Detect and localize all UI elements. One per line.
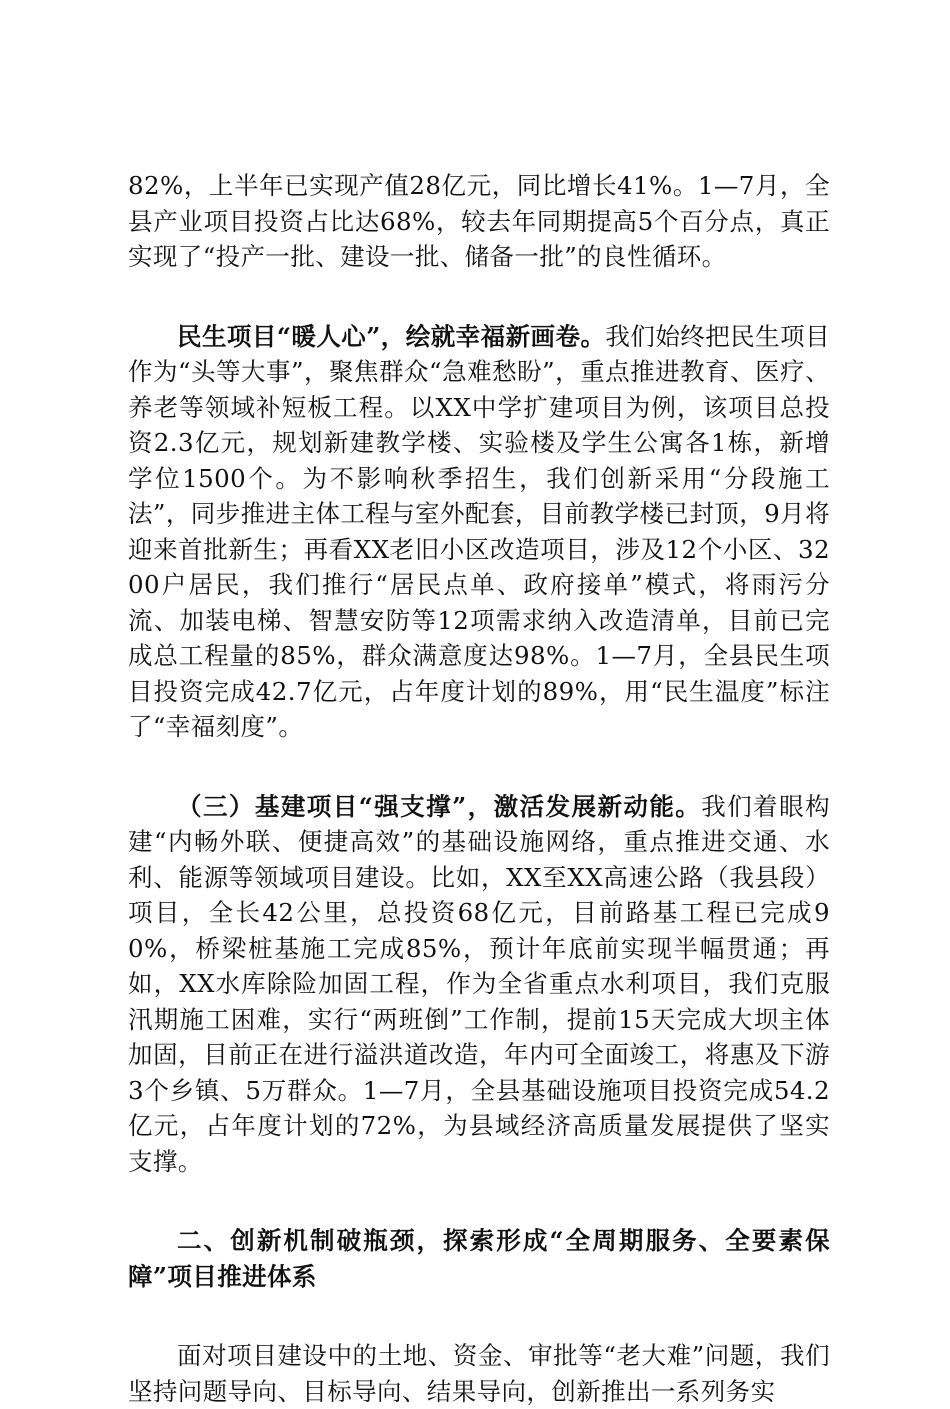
paragraph-infrastructure-projects <box>128 789 830 1180</box>
paragraph-lead-livelihood: 民生项目“暖人心”，绘就幸福新画卷。 <box>177 321 606 351</box>
paragraph-mechanism-intro: 面对项目建设中的土地、资金、审批等“老大难”问题，我们坚持问题导向、目标导向、结果导向，创新推出一系列务实 <box>128 1341 830 1406</box>
paragraph-livelihood-projects <box>128 319 830 745</box>
paragraph-body-infrastructure: 我们着眼构建“内畅外联、便捷高效”的基础设施网络，重点推进交通、水利、能源等领域项目建设。比如，XX至XX高速公路（我县段）项目，全长42公里，总投资68亿元，目前路基工程已完成90%，桥梁桩基施工完成85%，预计年底前实现半幅贯通；再如，XX水库除险加固工程，作为全省重点水利项目，我们克服汛期施工困难，实行“两班倒”工作制，提前15天完成大坝主体加固，目前正在进行溢洪道改造，年内可全面竣工，将惠及下游3个乡镇、5万群众。1—7月，全县基础设施项目投资完成54.2亿元，占年度计划的72%，为县域经济高质量发展提供了坚实支撑。 <box>128 791 830 1176</box>
paragraph-body-livelihood: 我们始终把民生项目作为“头等大事”，聚焦群众“急难愁盼”，重点推进教育、医疗、养老等领域补短板工程。以XX中学扩建项目为例，该项目总投资2.3亿元，规划新建教学楼、实验楼及学生公寓各1栋，新增学位1500个。为不影响秋季招生，我们创新采用“分段施工法”，同步推进主体工程与室外配套，目前教学楼已封顶，9月将迎来首批新生；再看XX老旧小区改造项目，涉及12个小区、3200户居民，我们推行“居民点单、政府接单”模式，将雨污分流、加装电梯、智慧安防等12项需求纳入改造清单，目前已完成总工程量的85%，群众满意度达98%。1—7月，全县民生项目投资完成42.7亿元，占年度计划的89%，用“民生温度”标注了“幸福刻度”。 <box>128 321 830 741</box>
paragraph-industry-summary: 82%，上半年已实现产值28亿元，同比增长41%。1—7月，全县产业项目投资占比达68%，较去年同期提高5个百分点，真正实现了“投产一批、建设一批、储备一批”的良性循环。 <box>128 171 830 271</box>
section-heading-two: 二、创新机制破瓶颈，探索形成“全周期服务、全要素保障”项目推进体系 <box>128 1226 830 1291</box>
paragraph-lead-infrastructure: （三）基建项目“强支撑”，激活发展新动能。 <box>177 791 702 821</box>
document-page <box>128 168 830 1409</box>
